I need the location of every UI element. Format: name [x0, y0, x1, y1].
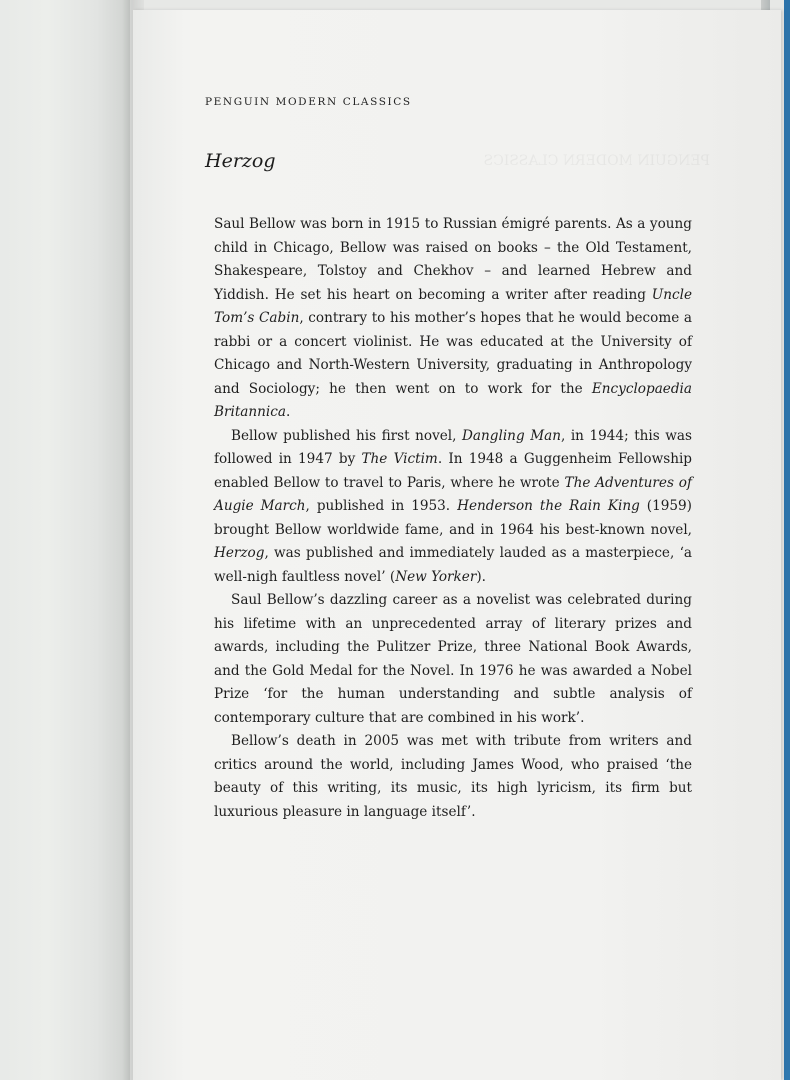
book-title: The Adventures of Augie March — [214, 474, 692, 514]
book-title: The Victim — [361, 451, 438, 467]
bio-text: Saul Bellow’s dazzling career as a novelist was celebrated during his lifetime with an unprecedented array of literary prizes and awards, including the Pulitzer Prize, three National Book Awards, and the Gold Medal for the Novel. In 1976 he was awarded a Nobel Prize ‘for the human understanding and subtle analysis of contemporary culture that are combined in his work’. — [214, 592, 692, 726]
author-biography — [214, 213, 692, 824]
publication-title: New Yorker — [395, 568, 477, 585]
bio-text: , contrary to his mother’s hopes that he would become a rabbi or a concert violinist. He was educated at the University of Chicago and North-Western University, graduating in Anthropology and Sociology; he then went on to work for the — [214, 310, 693, 397]
bio-paragraph-2 — [214, 425, 692, 590]
bio-text: (1959) brought Bellow worldwide fame, and in 1964 his best-known novel, — [214, 498, 692, 538]
book-title: Henderson the Rain King — [457, 498, 640, 514]
book-title: Herzog — [214, 545, 265, 561]
book-title: Uncle Tom’s Cabin — [214, 286, 692, 326]
bio-text: . In 1948 a Guggenheim Fellowship enabled Bellow to travel to Paris, where he wrote — [214, 451, 693, 491]
bio-text: . — [285, 404, 291, 420]
show-through-text — [410, 150, 710, 172]
bio-text: , in 1944; this was followed in 1947 by — [214, 427, 693, 467]
bio-paragraph-1 — [214, 213, 692, 425]
book-title: Encyclopaedia Britannica — [214, 380, 692, 420]
facing-page — [0, 0, 130, 1080]
bio-paragraph-4 — [214, 730, 692, 824]
bio-text: Bellow’s death in 2005 was met with tribute from writers and critics around the world, including James Wood, who praised ‘the beauty of this writing, its music, its high lyricism, its firm but luxurious pleasure in language itself’. — [214, 733, 692, 820]
bio-text: ). — [476, 568, 486, 585]
bio-paragraph-3 — [214, 589, 692, 730]
bio-text: Bellow published his first novel, — [231, 427, 463, 444]
bio-text: , was published and immediately lauded as a masterpiece, ‘a well-nigh faultless novel’ ( — [214, 545, 692, 585]
show-through-line: PENGUIN MODERN CLASSICS — [483, 153, 710, 169]
bio-text: Saul Bellow was born in 1915 to Russian émigré parents. As a young child in Chicago, Bellow was raised on books – the Old Testament, Shakespeare, Tolstoy and Chekhov – and learned Hebrew and Yiddish. He set his heart on becoming a writer after reading — [214, 216, 692, 303]
bio-text: , published in 1953. — [305, 498, 458, 514]
book-title: Dangling Man — [462, 427, 561, 444]
page-title: Herzog — [205, 150, 276, 172]
series-label: PENGUIN MODERN CLASSICS — [205, 96, 412, 108]
